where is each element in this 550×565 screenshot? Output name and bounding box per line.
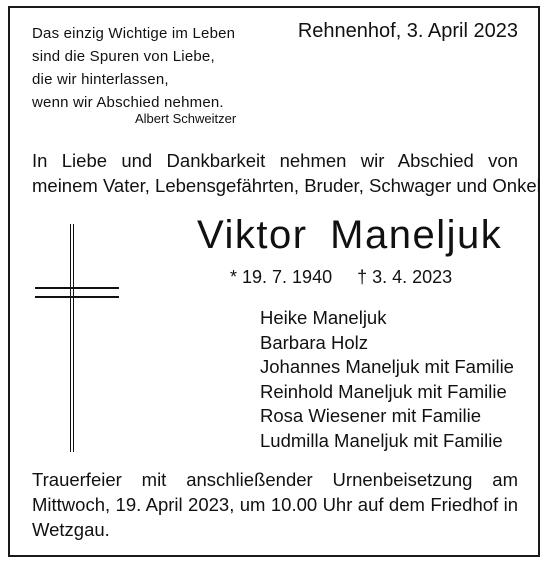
life-dates (230, 267, 452, 288)
quote-line: die wir hinterlassen, (32, 71, 169, 88)
place-and-date: Rehnenhof, 3. April 2023 (297, 20, 518, 42)
death-date: † 3. 4. 2023 (357, 267, 453, 287)
intro-text (32, 148, 541, 198)
intro-line: meinem Vater, Lebensgefährten, Bruder, Schwager und Onkel (32, 175, 541, 196)
mourner: Rosa Wiesener mit Familie (260, 405, 482, 426)
funeral-line: Mittwoch, 19. April 2023, um 10.00 Uhr auf dem Friedhof in (32, 494, 518, 515)
intro-line: In Liebe und Dankbarkeit nehmen wir Abschied von (32, 150, 518, 171)
quote-line: wenn wir Abschied nehmen. (32, 94, 224, 111)
funeral-info (32, 467, 518, 542)
mourner: Johannes Maneljuk mit Familie (260, 356, 514, 377)
quote-line: sind die Spuren von Liebe, (32, 48, 215, 65)
funeral-line: Wetzgau. (32, 519, 110, 540)
quote (32, 22, 235, 114)
mourner: Reinhold Maneljuk mit Familie (260, 380, 507, 402)
cross-vertical-beam (70, 224, 74, 452)
birth-date: * 19. 7. 1940 (230, 267, 333, 287)
funeral-line: Trauerfeier mit anschließender Urnenbeisetzung am (32, 469, 518, 490)
cross-horizontal-beam (35, 287, 119, 298)
mourner: Ludmilla Maneljuk mit Familie (260, 429, 503, 451)
mourner: Heike Maneljuk (260, 307, 387, 328)
deceased-name: Viktor Maneljuk (197, 213, 503, 257)
mourner: Barbara Holz (260, 331, 368, 353)
quote-author: Albert Schweitzer (135, 111, 237, 126)
quote-line: Das einzig Wichtige im Leben (32, 25, 236, 42)
mourners-list (260, 306, 514, 453)
